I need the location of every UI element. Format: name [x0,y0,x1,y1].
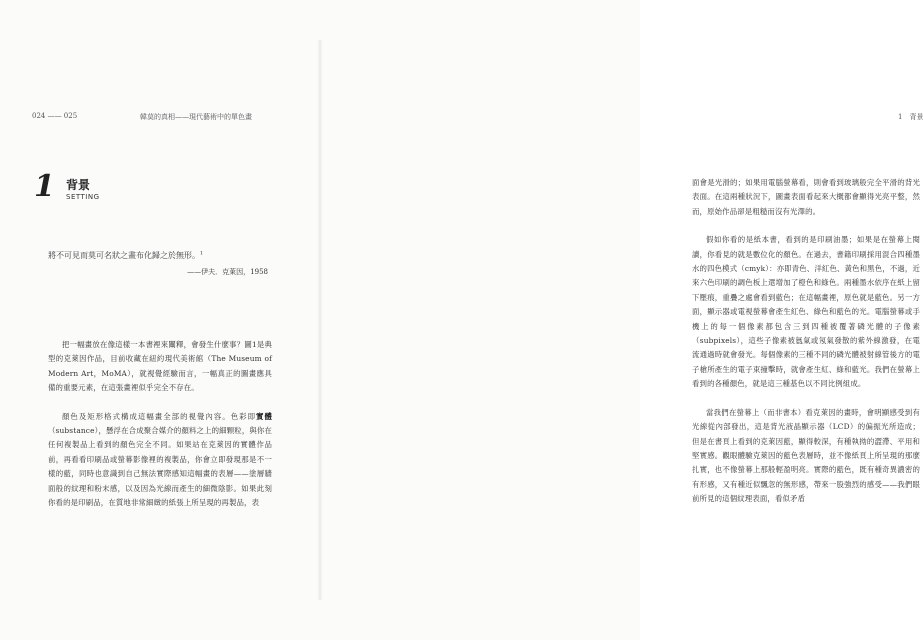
paragraph-text: 顏色及矩形格式構成這幅畫全部的視覺內容。色彩即 [62,411,257,421]
left-page [0,0,320,640]
right-page [320,0,923,640]
bold-term: 實體 [256,411,272,421]
running-header-left: 韓莫的真相——現代藝術中的單色畫 [140,113,252,121]
left-body-text [48,338,272,524]
paragraph: 面會是光滑的；如果用電腦螢幕看，則會看到玻璃般完全平滑的背光表面。在這兩種狀況下，圖畫表面看起來大概都會顯得光亮平整，然而，原始作品卻是粗糙而沒有光澤的。 [692,178,920,216]
right-body-text [692,176,920,521]
epigraph-attribution: ——伊夫．克萊因，1958 [187,268,268,276]
paragraph: 把一幅畫放在像這樣一本書裡來闡釋，會發生什麼事？圖1是典型的克萊因作品，目前收藏在紐約現代美術館（The Museum of Modern Art，MoMA），就視覺經驗而言，一幅真正的圖畫應具備的重要元素，在這張畫裡似乎完全不存在。 [48,340,272,393]
page-numbers: 024 —— 025 [32,112,78,120]
paragraph: 當我們在螢幕上（而非書本）看克萊因的畫時，會明顯感受到有光線從內部發出，這是背光液晶顯示器（LCD）的偏振光所造成；但是在書頁上看到的克萊因藍，顯得較深，有種執拗的澀滯、平用和堅實感。觀眼體驗克萊因的藍色表層時，並不像紙頁上所呈現的那麼扎實，也不像螢幕上那般輕盈明亮。實際的藍色，既有種奇異濃密的有形感，又有種近似飄忽的無形感，帶來一股強烈的感受——我們眼前所見的這個紋理表面，看似矛盾 [692,407,920,504]
chapter-english-title: SETTING [66,193,100,201]
epigraph-quote-line [48,250,268,261]
paragraph [48,410,272,511]
chapter-title: 背景 [66,178,91,192]
chapter-number: 1 [34,169,55,204]
paragraph: 假如你看的是紙本書，看到的是印刷油墨；如果是在螢幕上閱讀，你看見的就是數位化的顏色。在過去，書籍印刷採用混合四種墨水的四色模式（cmyk）：亦即青色、洋紅色、黃色和黑色，不過，近來六色印刷的調色板上還增加了橙色和綠色。兩種墨水依序在紙上留下壓痕，重疊之處會看到藍色；在這幅畫裡，原色就是藍色。另一方面，顯示器或電視螢幕會產生紅色、綠色和藍色的光。電腦螢幕或手機上的每一個像素都包含三到四種被覆著磷光體的子像素（subpixels），這些子像素被氬氣或氖氣發散的紫外線激發，在電流通過時就會發光。每個像素的三種不同的磷光體被射線管後方的電子槍所產生的電子束撞擊時，就會產生紅、綠和藍光。我們在螢幕上看到的各種顏色，就是這三種基色以不同比例組成。 [692,235,920,389]
paragraph-text: （substance），懸浮在合成聚合媒介的顏料之上的細顆粒，與你在任何複製品上看到的顏色完全不同。如果站在克萊因的實體作品前，再看看印刷品或螢幕影像裡的複製品，你會立即發現那是不一樣的藍，同時也意識到自己無法實際感知這幅畫的表層——塗層牆面般的紋理和粉末感，以及因為光線而產生的細微陰影。如果此刻你看的是印刷品，在質地非常細緻的紙張上所呈現的再製品，表 [48,426,272,508]
epigraph-quote: 將不可見而莫可名狀之畫布化歸之於無形。 [48,251,200,260]
footnote-mark: 1 [200,250,204,257]
epigraph [48,250,268,277]
running-header-right: 1 背景 [898,113,923,121]
